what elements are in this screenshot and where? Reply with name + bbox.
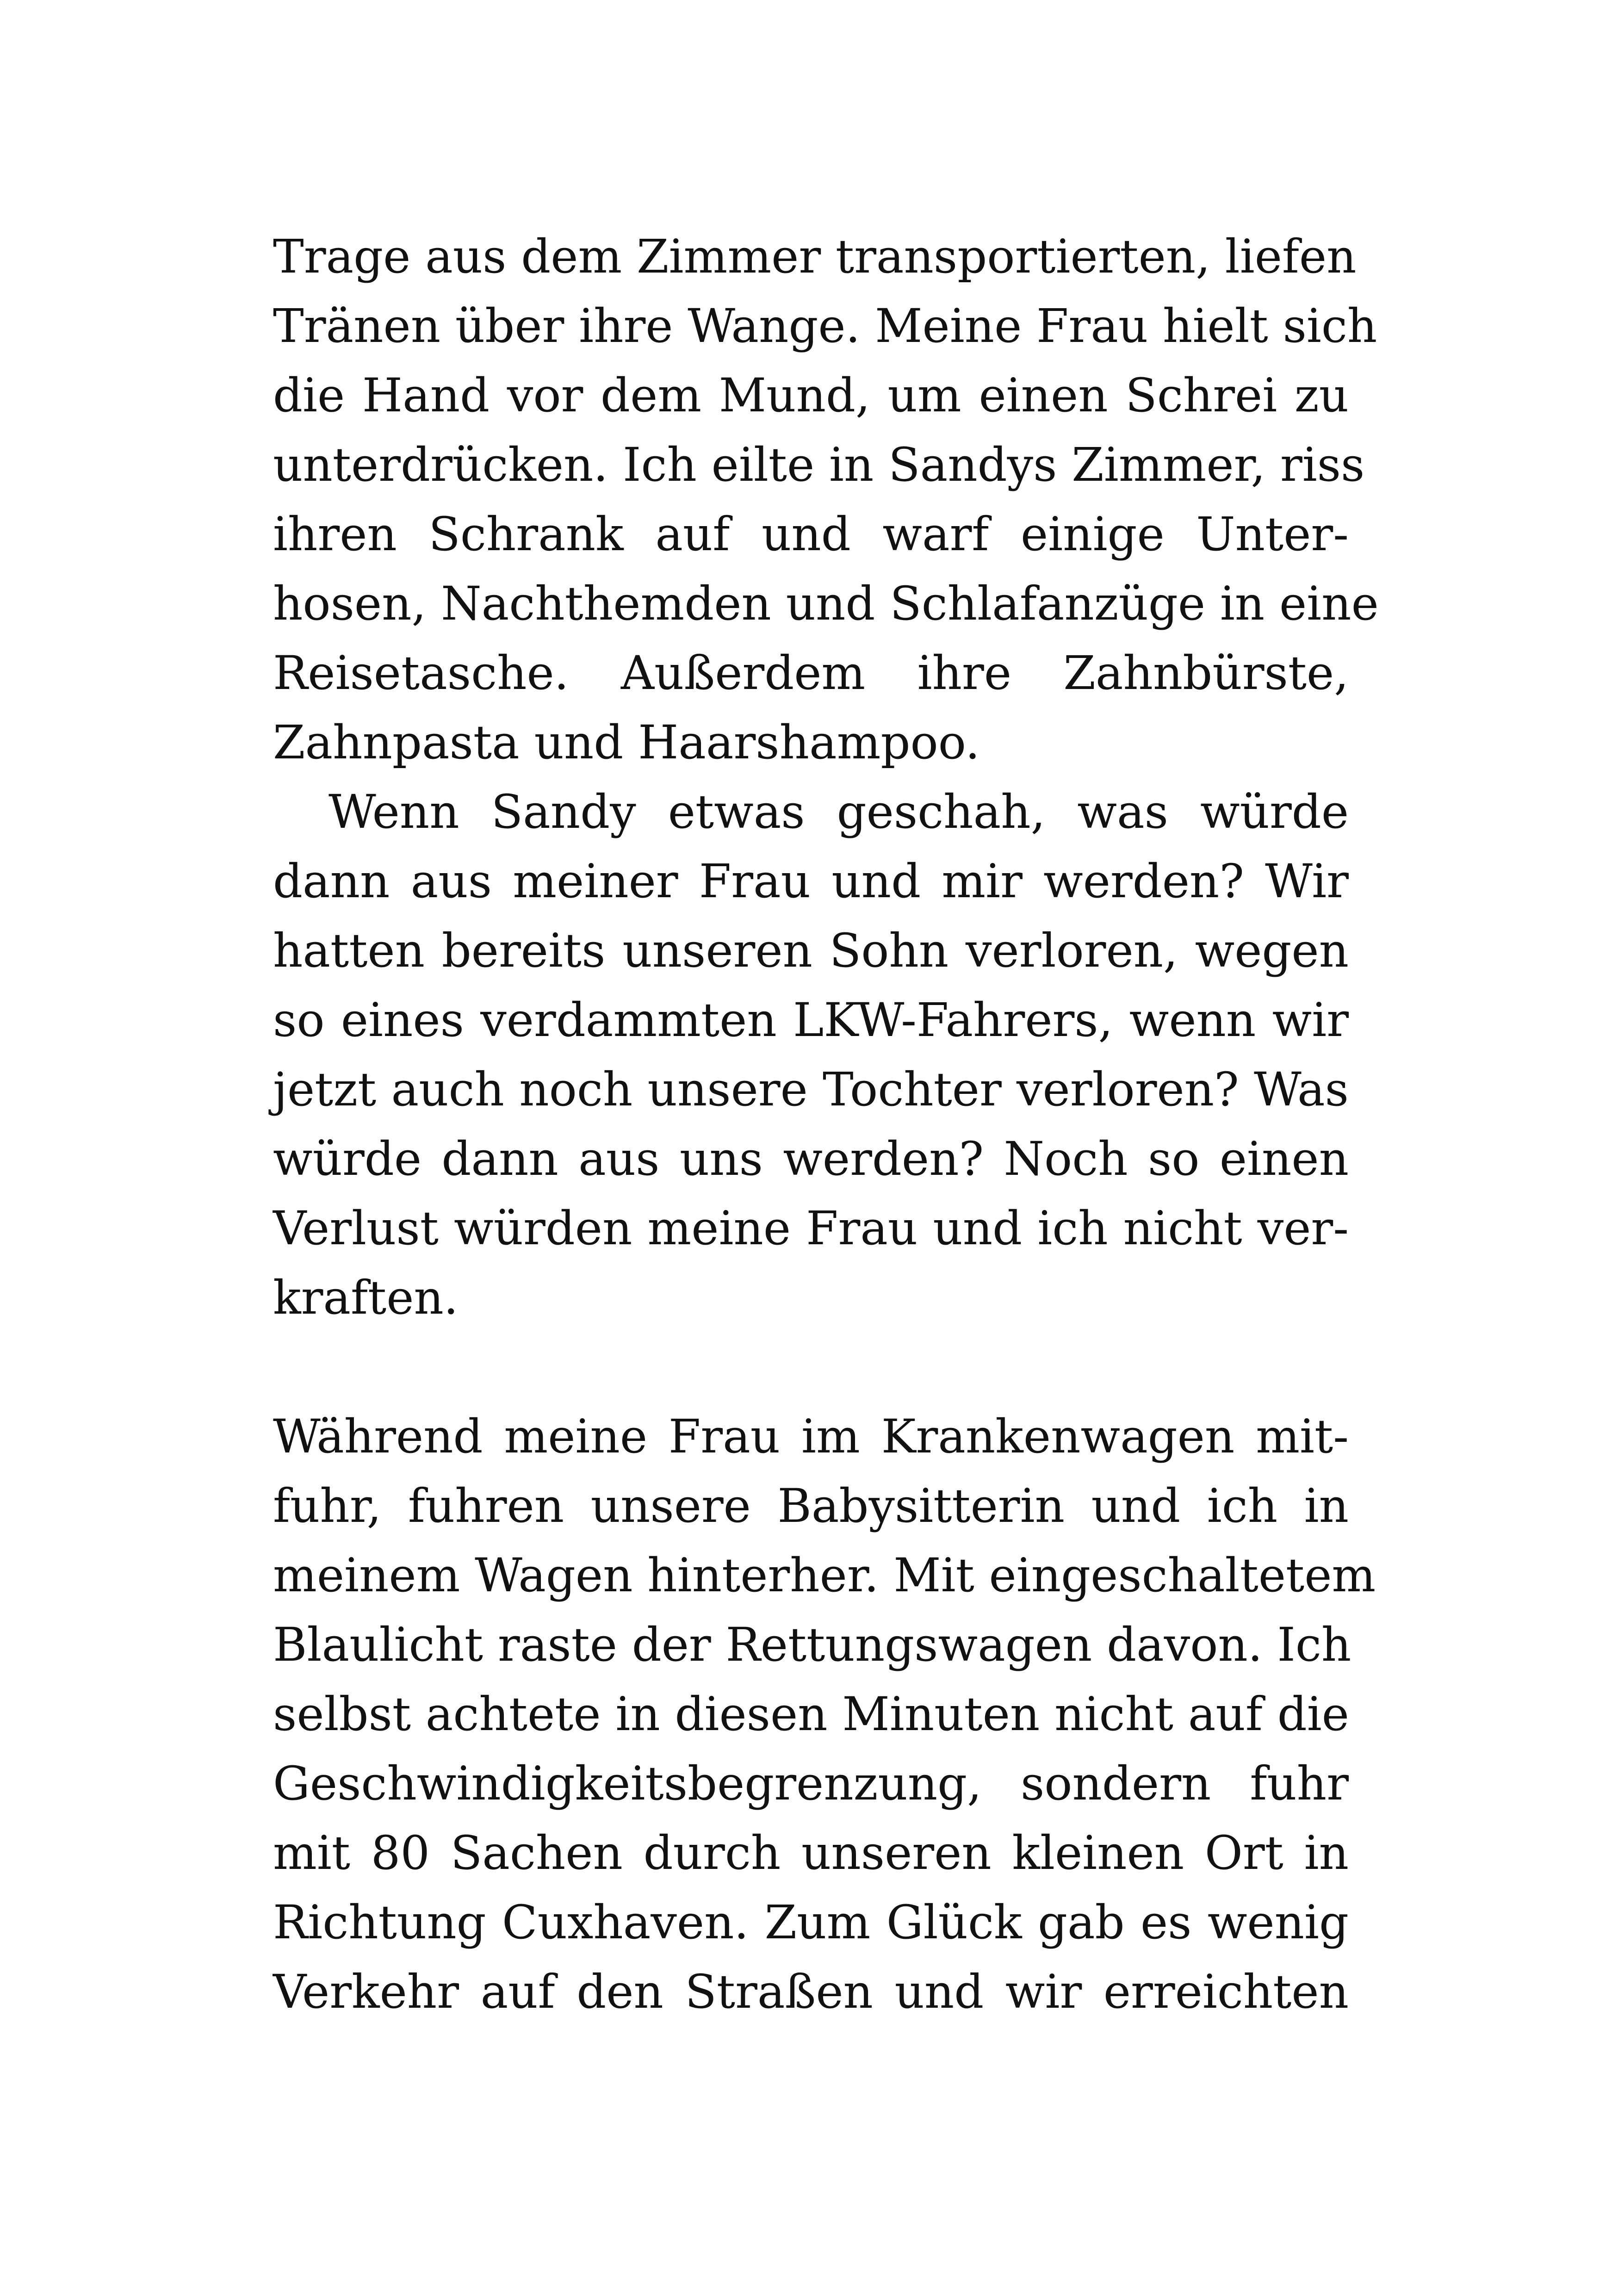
text-line: kraften. — [273, 1271, 459, 1325]
paragraph-2 — [273, 777, 1349, 1333]
text-line: Während meine Frau im Krankenwagen mit- — [273, 1409, 1349, 1464]
text-line: selbst achtete in diesen Minuten nicht auf die — [273, 1687, 1349, 1741]
text-line: unterdrücken. Ich eilte in Sandys Zimmer, riss — [273, 438, 1365, 492]
paragraph-3 — [273, 1402, 1376, 2027]
text-line: hatten bereits unseren Sohn verloren, wegen — [273, 924, 1349, 978]
text-line: Zahnpasta und Haarshampoo. — [273, 715, 980, 769]
text-line: Verkehr auf den Straßen und wir erreichten — [273, 1965, 1349, 2019]
text-line: Tränen über ihre Wange. Meine Frau hielt sich — [273, 299, 1377, 353]
text-line: ihren Schrank auf und warf einige Unter- — [273, 507, 1349, 561]
text-line: Wenn Sandy etwas geschah, was würde — [329, 785, 1349, 839]
text-line: Richtung Cuxhaven. Zum Glück gab es wenig — [273, 1895, 1349, 1949]
text-line: mit 80 Sachen durch unseren kleinen Ort in — [273, 1826, 1349, 1880]
text-line: jetzt auch noch unsere Tochter verloren? Was — [273, 1062, 1349, 1117]
text-line: die Hand vor dem Mund, um einen Schrei zu — [273, 368, 1349, 422]
text-line: Verlust würden meine Frau und ich nicht ver- — [273, 1201, 1349, 1255]
paragraph-1 — [273, 222, 1379, 777]
text-line: so eines verdammten LKW-Fahrers, wenn wir — [273, 993, 1349, 1047]
text-line: dann aus meiner Frau und mir werden? Wir — [273, 854, 1349, 908]
text-line: Blaulicht raste der Rettungswagen davon. Ich — [273, 1618, 1351, 1672]
text-line: fuhr, fuhren unsere Babysitterin und ich in — [273, 1479, 1349, 1533]
text-line: Trage aus dem Zimmer transportierten, liefen — [273, 230, 1357, 284]
text-line: würde dann aus uns werden? Noch so einen — [273, 1132, 1349, 1186]
text-line: hosen, Nachthemden und Schlafanzüge in eine — [273, 577, 1379, 631]
text-line: Reisetasche. Außerdem ihre Zahnbürste, — [273, 646, 1349, 700]
text-line: Geschwindigkeitsbegrenzung, sondern fuhr — [273, 1756, 1349, 1811]
text-line: meinem Wagen hinterher. Mit eingeschaltetem — [273, 1548, 1376, 1602]
